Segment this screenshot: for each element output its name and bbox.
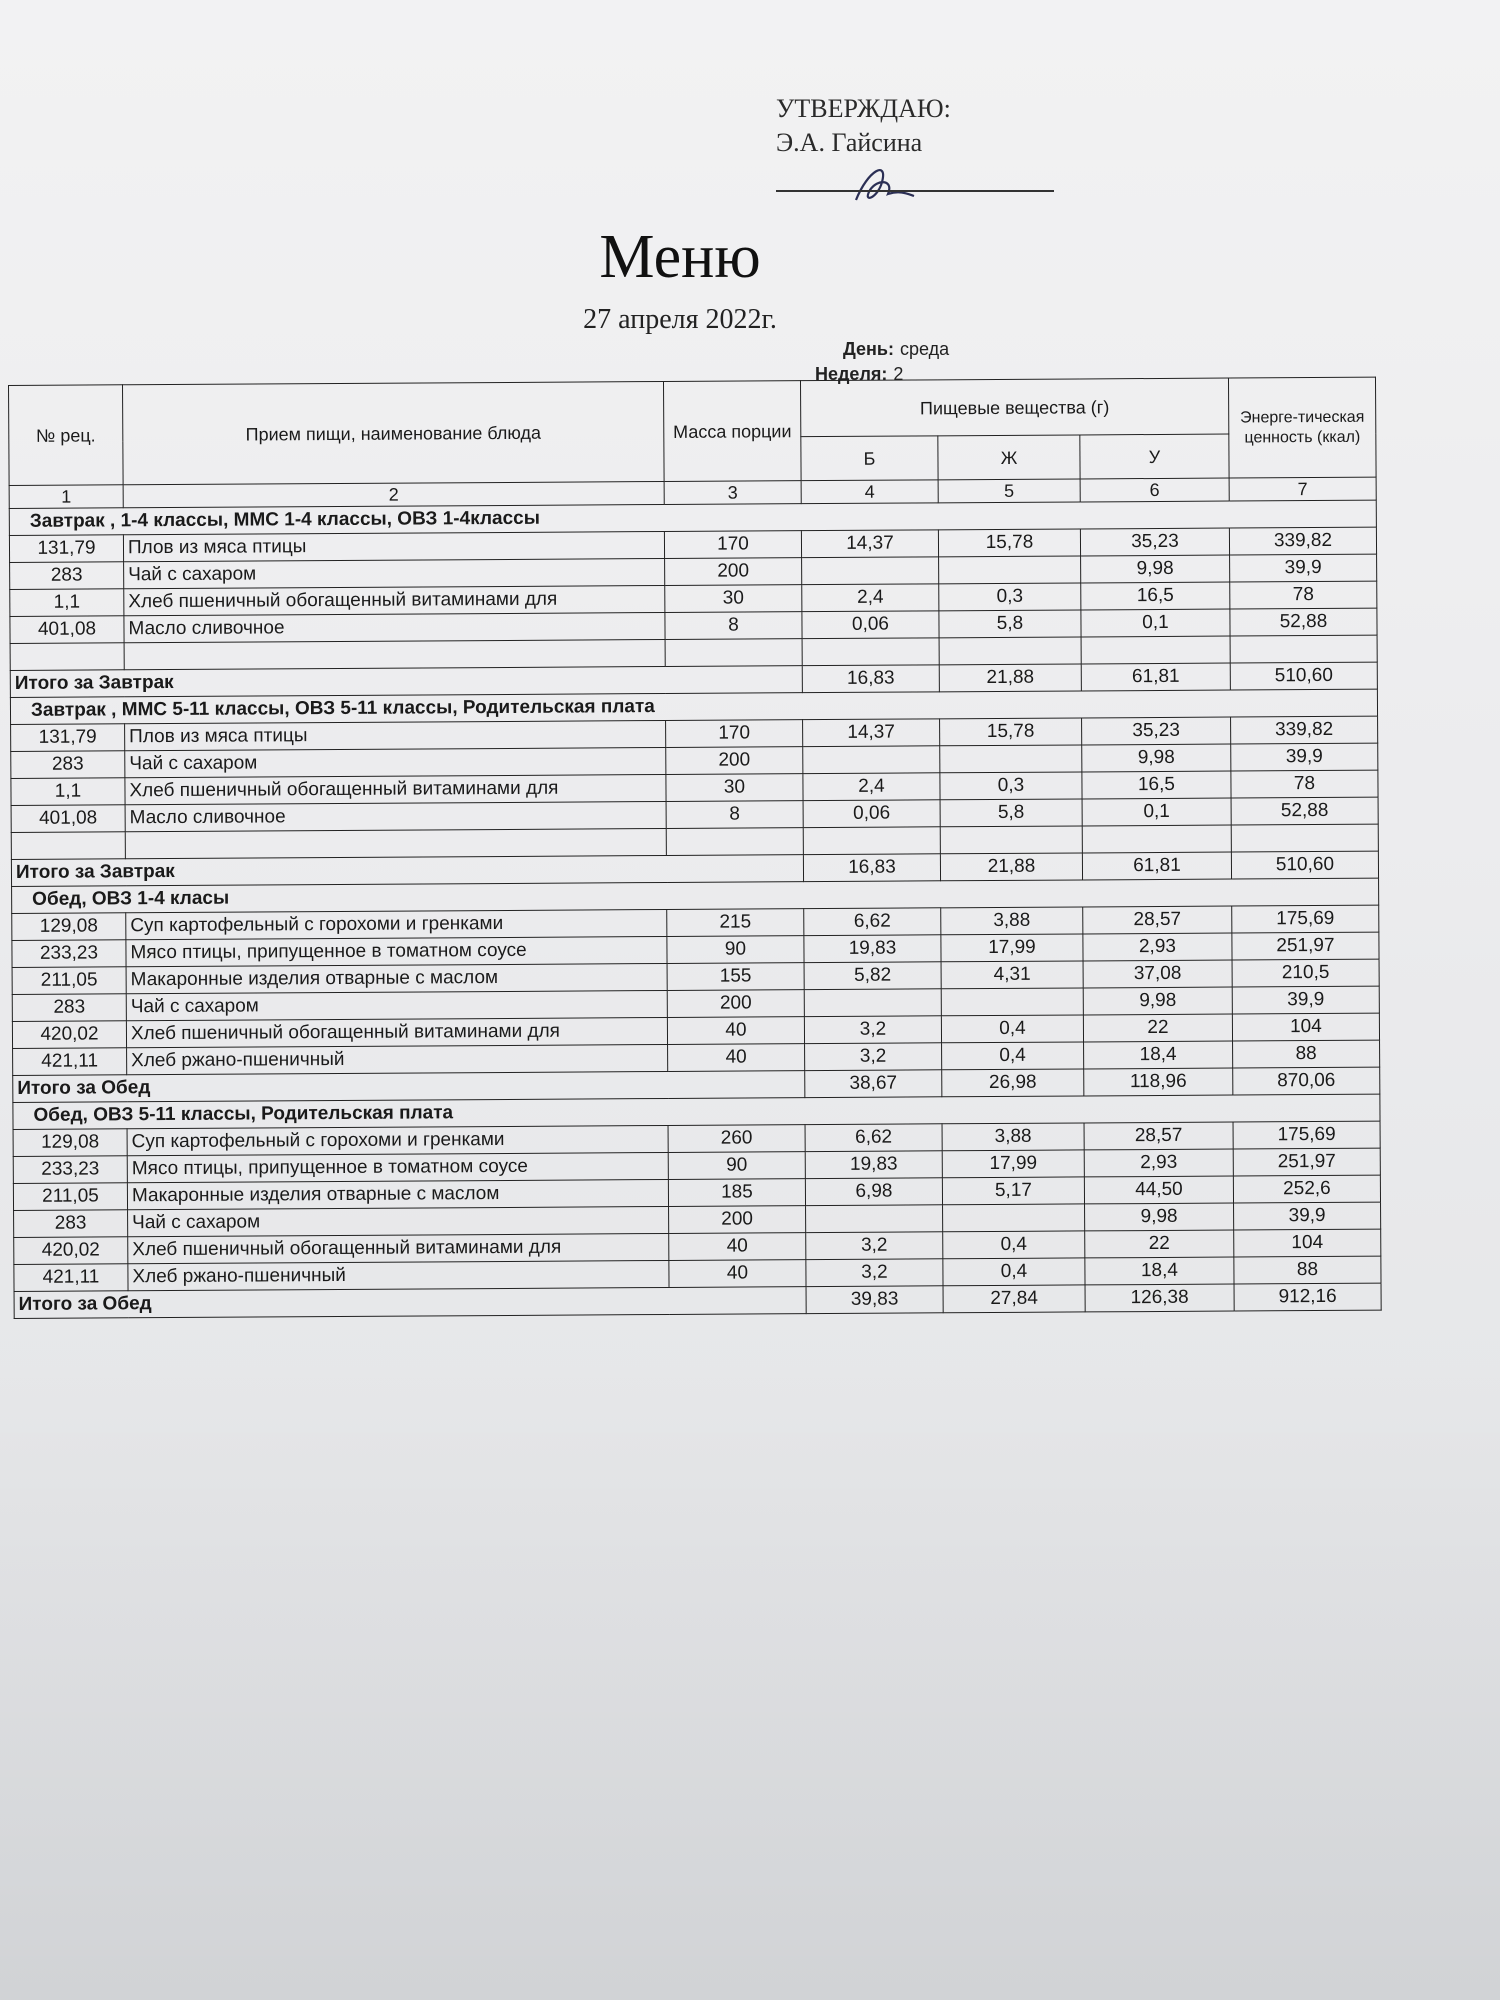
dish-name-cell: Масло сливочное — [125, 801, 666, 831]
portion-mass-cell: 215 — [667, 909, 804, 937]
day-info — [843, 339, 949, 360]
dish-name-cell: Хлеб пшеничный обогащенный витаминами для — [124, 585, 665, 615]
carbs-cell: 16,5 — [1081, 582, 1230, 610]
recipe-number-cell: 129,08 — [12, 913, 126, 941]
column-index-cell: 7 — [1229, 477, 1376, 501]
week-value: 2 — [893, 364, 904, 384]
protein-cell: 19,83 — [804, 935, 941, 963]
protein-cell: 14,37 — [801, 530, 938, 558]
total-energy-cell: 510,60 — [1231, 851, 1378, 879]
fat-cell: 5,8 — [940, 799, 1082, 827]
total-label: Итого за Обед — [13, 1071, 668, 1102]
header-mass: Масса порции — [663, 381, 801, 482]
portion-mass-cell: 200 — [669, 1206, 806, 1234]
fat-cell: 15,78 — [938, 529, 1080, 557]
carbs-cell: 44,50 — [1084, 1176, 1233, 1204]
fat-cell: 3,88 — [942, 1123, 1084, 1151]
fat-cell: 5,17 — [942, 1177, 1084, 1205]
recipe-number-cell: 283 — [12, 994, 126, 1022]
header-dish: Прием пищи, наименование блюда — [123, 381, 665, 484]
protein-cell: 5,82 — [804, 962, 941, 990]
section-title: Обед, ОВЗ 5-11 классы, Родительская плата — [13, 1094, 1380, 1129]
energy-cell: 252,6 — [1233, 1175, 1380, 1203]
section-title: Завтрак , 1-4 классы, ММС 1-4 классы, ОВЗ 1-4классы — [9, 500, 1376, 535]
carbs-cell: 2,93 — [1084, 1149, 1233, 1177]
fat-cell: 0,4 — [943, 1258, 1085, 1286]
recipe-number-cell: 129,08 — [13, 1129, 127, 1157]
menu-table-wrapper — [8, 377, 1382, 1319]
total-spacer-cell — [665, 666, 802, 694]
header-recipe-no: № рец. — [9, 385, 124, 486]
energy-cell: 88 — [1233, 1040, 1380, 1068]
header-fat: Ж — [938, 435, 1080, 480]
carbs-cell: 9,98 — [1082, 744, 1231, 772]
dish-name-cell: Чай с сахаром — [124, 558, 665, 588]
carbs-cell: 18,4 — [1084, 1041, 1233, 1069]
fat-cell — [939, 556, 1081, 584]
section-title: Завтрак , ММС 5-11 классы, ОВЗ 5-11 классы, Родительская плата — [10, 689, 1377, 724]
energy-cell: 210,5 — [1232, 959, 1379, 987]
header-energy: Энерге-тическая ценность (ккал) — [1228, 377, 1376, 478]
recipe-number-cell: 283 — [14, 1210, 128, 1238]
carbs-cell — [1082, 825, 1231, 853]
fat-cell: 15,78 — [940, 718, 1082, 746]
recipe-number-cell: 401,08 — [10, 616, 124, 644]
menu-table-body — [9, 500, 1381, 1318]
dish-name-cell: Хлеб ржано-пшеничный — [128, 1260, 669, 1290]
total-protein-cell: 39,83 — [806, 1286, 943, 1314]
total-carbs-cell: 118,96 — [1084, 1068, 1233, 1096]
fat-cell — [939, 637, 1081, 665]
dish-name-cell: Чай с сахаром — [125, 747, 666, 777]
carbs-cell: 18,4 — [1085, 1257, 1234, 1285]
protein-cell: 19,83 — [805, 1151, 942, 1179]
fat-cell — [941, 988, 1083, 1016]
recipe-number-cell: 211,05 — [12, 967, 126, 995]
recipe-number-cell: 420,02 — [12, 1021, 126, 1049]
recipe-number-cell: 131,79 — [11, 724, 125, 752]
portion-mass-cell — [665, 639, 802, 667]
column-index-cell: 3 — [664, 481, 801, 505]
protein-cell: 3,2 — [804, 1016, 941, 1044]
total-label: Итого за Завтрак — [11, 855, 666, 886]
energy-cell: 78 — [1231, 770, 1378, 798]
fat-cell: 5,8 — [939, 610, 1081, 638]
carbs-cell: 0,1 — [1082, 798, 1231, 826]
header-protein: Б — [801, 436, 938, 481]
recipe-number-cell: 421,11 — [14, 1264, 128, 1292]
carbs-cell: 28,57 — [1084, 1122, 1233, 1150]
header-carbs: У — [1080, 434, 1229, 479]
day-value: среда — [900, 339, 950, 359]
energy-cell: 39,9 — [1230, 554, 1377, 582]
total-label: Итого за Завтрак — [10, 666, 665, 697]
week-label: Неделя: — [815, 364, 888, 384]
carbs-cell: 28,57 — [1083, 906, 1232, 934]
energy-cell: 251,97 — [1232, 932, 1379, 960]
carbs-cell: 16,5 — [1082, 771, 1231, 799]
column-index-cell: 4 — [801, 480, 938, 504]
energy-cell: 339,82 — [1231, 716, 1378, 744]
dish-name-cell — [124, 639, 665, 669]
protein-cell — [803, 827, 940, 855]
menu-table — [8, 377, 1382, 1319]
total-label: Итого за Обед — [14, 1287, 669, 1318]
energy-cell: 104 — [1232, 1013, 1379, 1041]
protein-cell: 0,06 — [802, 611, 939, 639]
recipe-number-cell: 283 — [10, 562, 124, 590]
recipe-number-cell: 131,79 — [9, 535, 123, 563]
approver-name: Э.А. Гайсина — [776, 128, 923, 157]
carbs-cell: 2,93 — [1083, 933, 1232, 961]
energy-cell: 39,9 — [1232, 986, 1379, 1014]
energy-cell: 88 — [1234, 1256, 1381, 1284]
carbs-cell: 0,1 — [1081, 609, 1230, 637]
protein-cell — [804, 989, 941, 1017]
portion-mass-cell: 200 — [665, 558, 802, 586]
dish-name-cell: Хлеб ржано-пшеничный — [127, 1044, 668, 1074]
portion-mass-cell: 40 — [669, 1233, 806, 1261]
fat-cell: 3,88 — [941, 907, 1083, 935]
carbs-cell: 22 — [1083, 1014, 1232, 1042]
total-protein-cell: 16,83 — [802, 665, 939, 693]
column-index-cell: 1 — [9, 485, 123, 509]
portion-mass-cell: 170 — [664, 531, 801, 559]
total-energy-cell: 912,16 — [1234, 1283, 1381, 1311]
recipe-number-cell: 401,08 — [11, 805, 125, 833]
section-title: Обед, ОВЗ 1-4 класы — [12, 878, 1379, 913]
fat-cell: 17,99 — [942, 1150, 1084, 1178]
protein-cell: 14,37 — [803, 719, 940, 747]
fat-cell — [940, 745, 1082, 773]
energy-cell: 104 — [1234, 1229, 1381, 1257]
dish-name-cell: Суп картофельный с горохоми и гренками — [126, 909, 667, 939]
protein-cell: 3,2 — [806, 1259, 943, 1287]
protein-cell: 6,98 — [805, 1178, 942, 1206]
recipe-number-cell — [10, 643, 124, 671]
approval-heading: УТВЕРЖДАЮ: — [776, 94, 951, 123]
energy-cell: 175,69 — [1233, 1121, 1380, 1149]
energy-cell: 52,88 — [1231, 797, 1378, 825]
dish-name-cell — [125, 828, 666, 858]
portion-mass-cell: 8 — [665, 612, 802, 640]
energy-cell: 39,9 — [1234, 1202, 1381, 1230]
portion-mass-cell: 40 — [667, 1017, 804, 1045]
fat-cell — [943, 1204, 1085, 1232]
protein-cell: 2,4 — [802, 584, 939, 612]
total-energy-cell: 870,06 — [1233, 1067, 1380, 1095]
carbs-cell: 37,08 — [1083, 960, 1232, 988]
dish-name-cell: Плов из мяса птицы — [125, 720, 666, 750]
carbs-cell: 35,23 — [1080, 528, 1229, 556]
dish-name-cell: Макаронные изделия отварные с маслом — [126, 963, 667, 993]
total-fat-cell: 27,84 — [943, 1285, 1085, 1313]
energy-cell: 78 — [1230, 581, 1377, 609]
total-carbs-cell: 126,38 — [1085, 1284, 1234, 1312]
protein-cell: 6,62 — [804, 908, 941, 936]
protein-cell: 3,2 — [806, 1232, 943, 1260]
total-protein-cell: 16,83 — [803, 854, 940, 882]
dish-name-cell: Хлеб пшеничный обогащенный витаминами для — [126, 1017, 667, 1047]
energy-cell: 39,9 — [1231, 743, 1378, 771]
fat-cell: 0,4 — [941, 1015, 1083, 1043]
fat-cell: 17,99 — [941, 934, 1083, 962]
column-index-cell: 6 — [1080, 478, 1229, 502]
portion-mass-cell: 8 — [666, 801, 803, 829]
carbs-cell: 22 — [1085, 1230, 1234, 1258]
recipe-number-cell: 211,05 — [13, 1183, 127, 1211]
energy-cell: 339,82 — [1229, 527, 1376, 555]
dish-name-cell: Масло сливочное — [124, 612, 665, 642]
fat-cell: 4,31 — [941, 961, 1083, 989]
energy-cell: 175,69 — [1232, 905, 1379, 933]
fat-cell: 0,3 — [939, 583, 1081, 611]
total-carbs-cell: 61,81 — [1082, 852, 1231, 880]
portion-mass-cell: 170 — [666, 720, 803, 748]
carbs-cell: 9,98 — [1085, 1203, 1234, 1231]
recipe-number-cell: 421,11 — [13, 1048, 127, 1076]
dish-name-cell: Мясо птицы, припущенное в томатном соусе — [127, 1152, 668, 1182]
day-label: День: — [843, 339, 894, 359]
total-carbs-cell: 61,81 — [1081, 663, 1230, 691]
recipe-number-cell — [11, 832, 125, 860]
dish-name-cell: Чай с сахаром — [126, 990, 667, 1020]
carbs-cell — [1081, 636, 1230, 664]
protein-cell — [806, 1205, 943, 1233]
dish-name-cell: Хлеб пшеничный обогащенный витаминами для — [125, 774, 666, 804]
recipe-number-cell: 1,1 — [11, 778, 125, 806]
page-title: Меню — [599, 223, 761, 291]
protein-cell — [802, 557, 939, 585]
carbs-cell: 35,23 — [1082, 717, 1231, 745]
recipe-number-cell: 283 — [11, 751, 125, 779]
menu-date: 27 апреля 2022г. — [583, 304, 777, 335]
energy-cell: 251,97 — [1233, 1148, 1380, 1176]
total-fat-cell: 26,98 — [942, 1069, 1084, 1097]
portion-mass-cell: 200 — [667, 990, 804, 1018]
portion-mass-cell: 30 — [665, 585, 802, 613]
recipe-number-cell: 1,1 — [10, 589, 124, 617]
portion-mass-cell: 90 — [667, 936, 804, 964]
dish-name-cell: Плов из мяса птицы — [123, 531, 664, 561]
energy-cell: 52,88 — [1230, 608, 1377, 636]
recipe-number-cell: 233,23 — [13, 1156, 127, 1184]
total-spacer-cell — [669, 1287, 806, 1315]
fat-cell — [940, 826, 1082, 854]
total-spacer-cell — [668, 1071, 805, 1099]
recipe-number-cell: 420,02 — [14, 1237, 128, 1265]
column-index-cell: 5 — [938, 479, 1080, 503]
protein-cell — [802, 638, 939, 666]
protein-cell: 6,62 — [805, 1124, 942, 1152]
approval-block — [776, 92, 951, 160]
portion-mass-cell: 155 — [667, 963, 804, 991]
portion-mass-cell: 200 — [666, 747, 803, 775]
portion-mass-cell: 185 — [668, 1179, 805, 1207]
energy-cell — [1230, 635, 1377, 663]
fat-cell: 0,3 — [940, 772, 1082, 800]
protein-cell: 3,2 — [805, 1043, 942, 1071]
fat-cell: 0,4 — [943, 1231, 1085, 1259]
carbs-cell: 9,98 — [1081, 555, 1230, 583]
total-fat-cell: 21,88 — [939, 664, 1081, 692]
recipe-number-cell: 233,23 — [12, 940, 126, 968]
carbs-cell: 9,98 — [1083, 987, 1232, 1015]
dish-name-cell: Мясо птицы, припущенное в томатном соусе — [126, 936, 667, 966]
portion-mass-cell: 30 — [666, 774, 803, 802]
paper-shadow — [0, 1350, 1500, 2000]
portion-mass-cell: 40 — [668, 1044, 805, 1072]
header-nutrients: Пищевые вещества (г) — [800, 378, 1228, 437]
protein-cell: 2,4 — [803, 773, 940, 801]
column-index-cell: 2 — [123, 481, 664, 507]
handwritten-signature — [848, 160, 918, 210]
portion-mass-cell — [666, 828, 803, 856]
total-spacer-cell — [666, 855, 803, 883]
portion-mass-cell: 90 — [668, 1152, 805, 1180]
total-fat-cell: 21,88 — [940, 853, 1082, 881]
total-energy-cell: 510,60 — [1230, 662, 1377, 690]
protein-cell: 0,06 — [803, 800, 940, 828]
portion-mass-cell: 260 — [668, 1125, 805, 1153]
energy-cell — [1231, 824, 1378, 852]
dish-name-cell: Чай с сахаром — [128, 1206, 669, 1236]
fat-cell: 0,4 — [942, 1042, 1084, 1070]
signature-line — [776, 190, 1054, 192]
dish-name-cell: Макаронные изделия отварные с маслом — [127, 1179, 668, 1209]
protein-cell — [803, 746, 940, 774]
total-protein-cell: 38,67 — [805, 1070, 942, 1098]
dish-name-cell: Суп картофельный с горохоми и гренками — [127, 1125, 668, 1155]
portion-mass-cell: 40 — [669, 1260, 806, 1288]
dish-name-cell: Хлеб пшеничный обогащенный витаминами для — [128, 1233, 669, 1263]
